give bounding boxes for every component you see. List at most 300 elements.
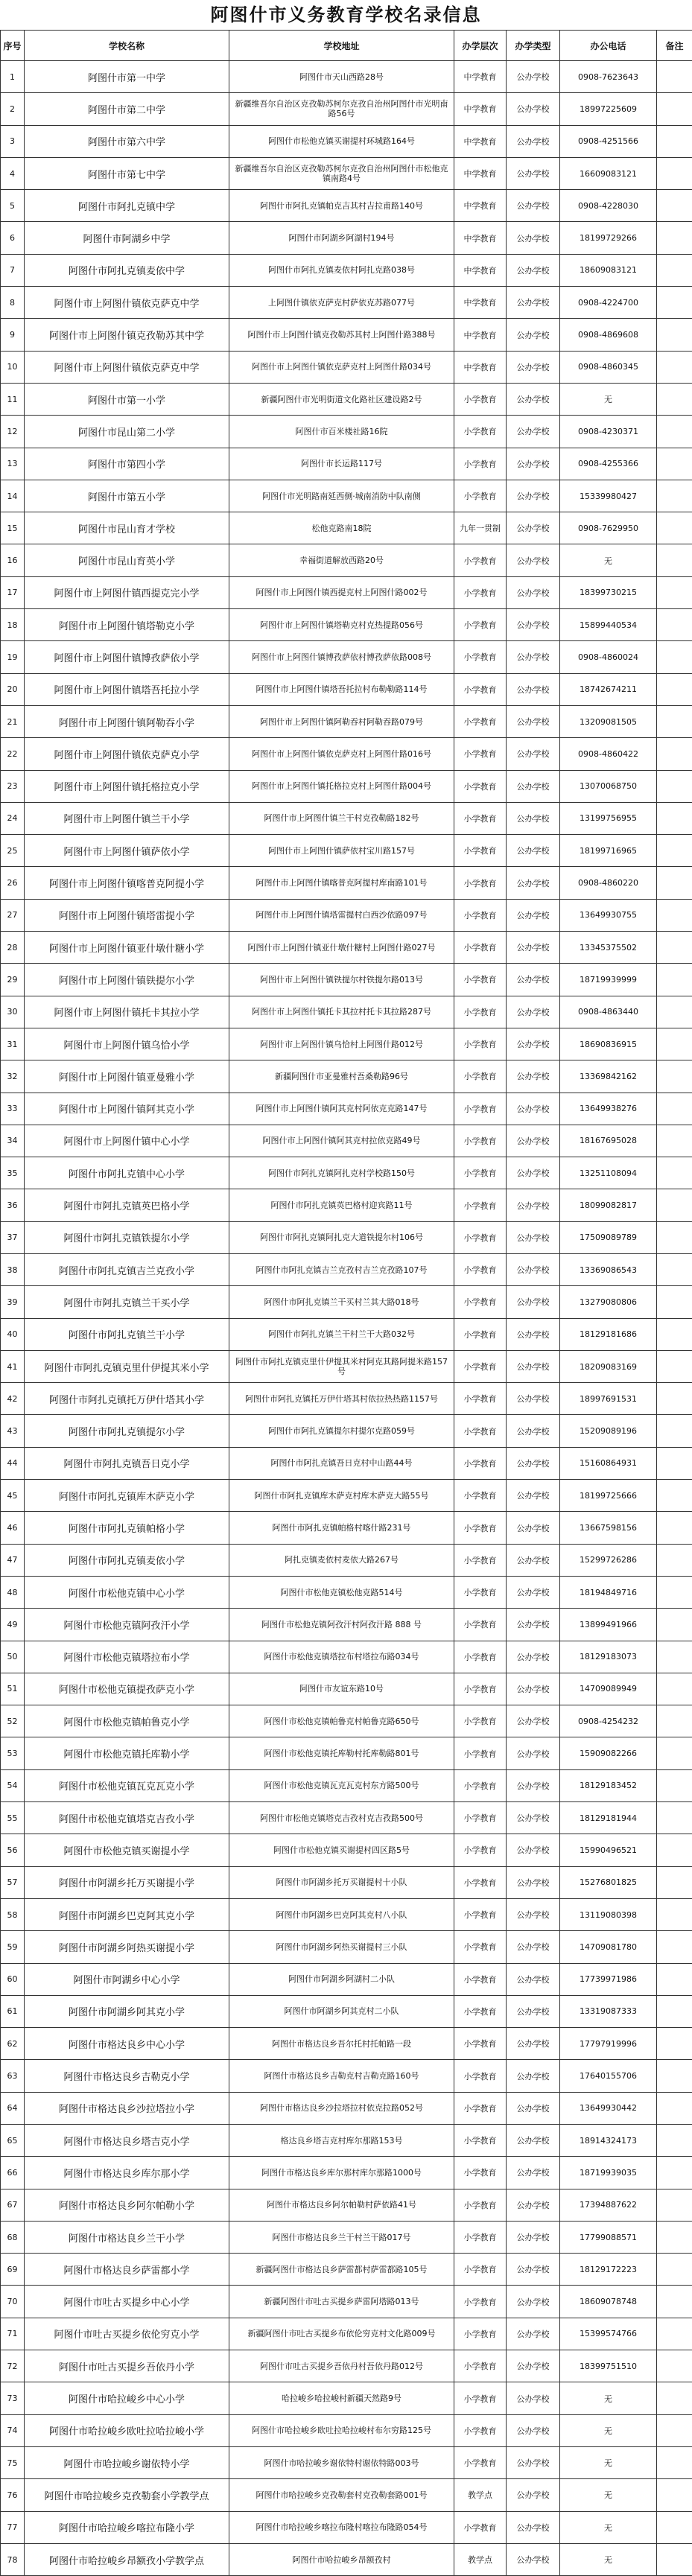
remark [657, 1737, 692, 1769]
office-phone: 18129183452 [560, 1769, 657, 1801]
remark [657, 2254, 692, 2286]
row-number: 58 [1, 1898, 25, 1930]
school-address: 新疆维吾尔自治区克孜勒苏柯尔克孜自治州阿图什市松他克镇南路4号 [229, 157, 454, 189]
school-level: 中学教育 [454, 319, 507, 351]
school-level: 小学教育 [454, 2157, 507, 2189]
remark [657, 2157, 692, 2189]
school-type: 公办学校 [507, 1544, 560, 1576]
row-number: 68 [1, 2221, 25, 2253]
school-address: 阿图什市松他克镇买谢提村四区路5号 [229, 1834, 454, 1866]
school-name: 阿图什市阿湖乡中学 [25, 222, 229, 254]
remark [657, 1093, 692, 1125]
school-address: 阿图什市上阿图什镇塔勒克村克热提路056号 [229, 609, 454, 641]
school-name: 阿图什市上阿图什镇西提克完小学 [25, 576, 229, 608]
remark [657, 1576, 692, 1608]
school-type: 公办学校 [507, 2060, 560, 2092]
school-address: 阿图什市格达良乡库尔那村库尔那路1000号 [229, 2157, 454, 2189]
header-note: 备注 [657, 31, 692, 61]
remark [657, 2060, 692, 2092]
school-address: 阿图什市上阿图什镇博孜萨依村博孜萨依路008号 [229, 641, 454, 673]
remark [657, 673, 692, 705]
school-name: 阿图什市阿扎克镇提尔小学 [25, 1415, 229, 1447]
school-address: 阿图什市上阿图什镇依克萨克村上阿图什路016号 [229, 738, 454, 770]
school-name: 阿图什市阿扎克镇托万伊什塔其小学 [25, 1383, 229, 1415]
remark [657, 1350, 692, 1382]
table-row [1, 1286, 692, 1318]
office-phone: 18129172223 [560, 2254, 657, 2286]
remark [657, 1253, 692, 1285]
row-number: 32 [1, 1060, 25, 1093]
school-level: 小学教育 [454, 1318, 507, 1350]
row-number: 2 [1, 93, 25, 125]
school-type: 公办学校 [507, 61, 560, 93]
school-address: 阿图什市上阿图什镇塔吾托拉村布勒勒路114号 [229, 673, 454, 705]
school-address: 阿图什市哈拉峻乡欧吐拉哈拉峻村布尔穷路125号 [229, 2414, 454, 2446]
office-phone: 18194849716 [560, 1576, 657, 1608]
office-phone: 13070068750 [560, 770, 657, 802]
remark [657, 254, 692, 286]
school-level: 小学教育 [454, 2092, 507, 2124]
school-address: 阿图什市松他克镇塔拉布村塔拉布路034号 [229, 1641, 454, 1673]
school-level: 小学教育 [454, 964, 507, 996]
school-level: 小学教育 [454, 1253, 507, 1285]
school-name: 阿图什市松他克镇塔克吉孜小学 [25, 1802, 229, 1834]
school-address: 阿图什市哈拉峻乡谢依特村谢依特路003号 [229, 2446, 454, 2478]
school-name: 阿图什市哈拉峻乡欧吐拉哈拉峻小学 [25, 2414, 229, 2446]
school-name: 阿图什市阿扎克镇麦依中学 [25, 254, 229, 286]
remark [657, 1995, 692, 2027]
school-address: 阿图什市阿扎克镇兰干买村兰其大路018号 [229, 1286, 454, 1318]
remark [657, 2318, 692, 2350]
school-name: 阿图什市阿湖乡阿热买谢提小学 [25, 1931, 229, 1963]
row-number: 70 [1, 2286, 25, 2318]
school-name: 阿图什市阿扎克镇英巴格小学 [25, 1189, 229, 1221]
school-type: 公办学校 [507, 480, 560, 512]
school-address: 阿图什市上阿图什镇阿其克村阿依克克路147号 [229, 1093, 454, 1125]
table-row [1, 1576, 692, 1608]
office-phone: 0908-4224700 [560, 287, 657, 319]
school-name: 阿图什市第四小学 [25, 448, 229, 480]
school-type: 公办学校 [507, 1963, 560, 1995]
school-type: 公办学校 [507, 738, 560, 770]
school-address: 阿图什市上阿图什镇西提克村上阿图什路002号 [229, 576, 454, 608]
table-row [1, 1383, 692, 1415]
school-level: 小学教育 [454, 1157, 507, 1189]
school-type: 公办学校 [507, 964, 560, 996]
school-address: 阿图什市阿扎克镇托万伊什塔其村依拉热热路1157号 [229, 1383, 454, 1415]
school-level: 小学教育 [454, 2446, 507, 2478]
school-type: 公办学校 [507, 254, 560, 286]
remark [657, 190, 692, 222]
table-row [1, 254, 692, 286]
office-phone: 0908-7629950 [560, 512, 657, 544]
school-type: 公办学校 [507, 673, 560, 705]
office-phone: 18719939035 [560, 2157, 657, 2189]
school-name: 阿图什市格达良乡塔吉克小学 [25, 2125, 229, 2157]
school-address: 阿图什市上阿图什镇塔雷提村白西沙依路097号 [229, 899, 454, 931]
office-phone: 13209081505 [560, 705, 657, 737]
office-phone: 18609078748 [560, 2286, 657, 2318]
row-number: 43 [1, 1415, 25, 1447]
row-number: 18 [1, 609, 25, 641]
header-phone: 办公电话 [560, 31, 657, 61]
row-number: 16 [1, 544, 25, 576]
table-row [1, 2254, 692, 2286]
school-name: 阿图什市第一中学 [25, 61, 229, 93]
table-row [1, 2189, 692, 2221]
school-address: 上阿图什镇依克萨克村萨依克苏路077号 [229, 287, 454, 319]
school-level: 小学教育 [454, 835, 507, 867]
remark [657, 448, 692, 480]
row-number: 77 [1, 2511, 25, 2543]
row-number: 41 [1, 1350, 25, 1382]
remark [657, 1705, 692, 1737]
office-phone: 14709089949 [560, 1673, 657, 1705]
school-address: 阿图什市哈拉峻乡喀拉布隆村喀拉布隆路054号 [229, 2511, 454, 2543]
table-row [1, 1963, 692, 1995]
school-name: 阿图什市吐古买提乡吾依丹小学 [25, 2350, 229, 2382]
school-type: 公办学校 [507, 383, 560, 415]
school-address: 阿图什市阿扎克镇麦依村阿扎克路038号 [229, 254, 454, 286]
school-level: 小学教育 [454, 1221, 507, 1253]
school-level: 小学教育 [454, 1415, 507, 1447]
table-row [1, 1866, 692, 1898]
school-address: 阿图什市阿扎克镇阿扎克村学校路150号 [229, 1157, 454, 1189]
office-phone: 无 [560, 383, 657, 415]
school-type: 公办学校 [507, 1995, 560, 2027]
row-number: 10 [1, 351, 25, 383]
school-type: 公办学校 [507, 2350, 560, 2382]
school-level: 小学教育 [454, 1383, 507, 1415]
school-type: 公办学校 [507, 1769, 560, 1801]
office-phone: 16609083121 [560, 157, 657, 189]
school-type: 公办学校 [507, 1802, 560, 1834]
school-name: 阿图什市阿扎克镇兰干小学 [25, 1318, 229, 1350]
table-row [1, 738, 692, 770]
school-level: 小学教育 [454, 1802, 507, 1834]
row-number: 67 [1, 2189, 25, 2221]
school-type: 公办学校 [507, 1641, 560, 1673]
table-row [1, 1931, 692, 1963]
school-address: 新疆阿图什市光明街道文化路社区建设路2号 [229, 383, 454, 415]
table-row [1, 1221, 692, 1253]
remark [657, 1221, 692, 1253]
school-name: 阿图什市上阿图什镇依克萨克中学 [25, 287, 229, 319]
table-row [1, 190, 692, 222]
table-row [1, 2446, 692, 2478]
school-name: 阿图什市哈拉峻乡中心小学 [25, 2382, 229, 2414]
row-number: 37 [1, 1221, 25, 1253]
school-name: 阿图什市阿扎克镇兰干买小学 [25, 1286, 229, 1318]
table-row [1, 2125, 692, 2157]
office-phone: 17640155706 [560, 2060, 657, 2092]
school-level: 小学教育 [454, 544, 507, 576]
school-name: 阿图什市松他克镇买谢提小学 [25, 1834, 229, 1866]
school-level: 小学教育 [454, 1705, 507, 1737]
school-type: 公办学校 [507, 1350, 560, 1382]
table-row [1, 2543, 692, 2575]
row-number: 26 [1, 867, 25, 899]
school-type: 公办学校 [507, 576, 560, 608]
school-level: 小学教育 [454, 2221, 507, 2253]
table-row [1, 996, 692, 1028]
office-phone: 18167695028 [560, 1125, 657, 1157]
school-address: 阿图什市阿湖乡阿热买谢提村三小队 [229, 1931, 454, 1963]
office-phone: 13649930442 [560, 2092, 657, 2124]
row-number: 65 [1, 2125, 25, 2157]
school-level: 小学教育 [454, 738, 507, 770]
office-phone: 0908-4251566 [560, 125, 657, 157]
table-row [1, 125, 692, 157]
remark [657, 770, 692, 802]
school-type: 公办学校 [507, 932, 560, 964]
school-level: 小学教育 [454, 1480, 507, 1512]
school-level: 小学教育 [454, 1963, 507, 1995]
school-type: 公办学校 [507, 2511, 560, 2543]
table-row [1, 1512, 692, 1544]
office-phone: 18199729266 [560, 222, 657, 254]
table-row [1, 576, 692, 608]
row-number: 52 [1, 1705, 25, 1737]
table-row [1, 480, 692, 512]
school-type: 公办学校 [507, 1028, 560, 1060]
school-name: 阿图什市上阿图什镇博孜萨依小学 [25, 641, 229, 673]
row-number: 21 [1, 705, 25, 737]
school-level: 教学点 [454, 2543, 507, 2575]
school-type: 公办学校 [507, 2446, 560, 2478]
row-number: 33 [1, 1093, 25, 1125]
table-row [1, 222, 692, 254]
table-row [1, 1544, 692, 1576]
school-name: 阿图什市格达良乡沙拉塔拉小学 [25, 2092, 229, 2124]
school-address: 新疆阿图什市吐古买提乡萨雷阿塔路013号 [229, 2286, 454, 2318]
school-name: 阿图什市哈拉峻乡谢依特小学 [25, 2446, 229, 2478]
school-address: 阿图什市阿扎克镇兰干村兰干大路032号 [229, 1318, 454, 1350]
row-number: 27 [1, 899, 25, 931]
school-name: 阿图什市松他克镇托库勒小学 [25, 1737, 229, 1769]
office-phone: 0908-4255366 [560, 448, 657, 480]
school-level: 小学教育 [454, 867, 507, 899]
school-level: 小学教育 [454, 1898, 507, 1930]
remark [657, 576, 692, 608]
table-row [1, 383, 692, 415]
table-row [1, 2318, 692, 2350]
school-type: 公办学校 [507, 190, 560, 222]
school-name: 阿图什市上阿图什镇克孜勒苏其中学 [25, 319, 229, 351]
header-name: 学校名称 [25, 31, 229, 61]
row-number: 72 [1, 2350, 25, 2382]
row-number: 6 [1, 222, 25, 254]
table-row [1, 899, 692, 931]
school-address: 阿图什市上阿图什镇铁提尔村铁提尔路013号 [229, 964, 454, 996]
school-address: 阿图什市上阿图什镇依克萨克村上阿图什路034号 [229, 351, 454, 383]
row-number: 56 [1, 1834, 25, 1866]
school-level: 小学教育 [454, 1866, 507, 1898]
school-address: 阿图什市上阿图什镇克孜勒苏其村上阿图什路388号 [229, 319, 454, 351]
row-number: 47 [1, 1544, 25, 1576]
table-row [1, 2350, 692, 2382]
school-level: 小学教育 [454, 416, 507, 448]
school-address: 阿图什市百米楼社路16院 [229, 416, 454, 448]
header-type: 办学类型 [507, 31, 560, 61]
school-type: 公办学校 [507, 2125, 560, 2157]
school-name: 阿图什市上阿图什镇亚什墩什糖小学 [25, 932, 229, 964]
office-phone: 无 [560, 2543, 657, 2575]
remark [657, 512, 692, 544]
table-row [1, 932, 692, 964]
school-type: 公办学校 [507, 1898, 560, 1930]
school-address: 新疆阿图什市亚曼雅村吾桑勒路96号 [229, 1060, 454, 1093]
school-level: 小学教育 [454, 448, 507, 480]
school-type: 公办学校 [507, 1447, 560, 1479]
school-name: 阿图什市上阿图什镇阿勒吞小学 [25, 705, 229, 737]
school-name: 阿图什市上阿图什镇喀普克阿提小学 [25, 867, 229, 899]
remark [657, 1286, 692, 1318]
school-type: 公办学校 [507, 2189, 560, 2221]
school-address: 阿图什市阿扎克镇吾日克村中山路44号 [229, 1447, 454, 1479]
table-row [1, 1028, 692, 1060]
office-phone: 13649930755 [560, 899, 657, 931]
remark [657, 1673, 692, 1705]
row-number: 75 [1, 2446, 25, 2478]
school-name: 阿图什市格达良乡兰干小学 [25, 2221, 229, 2253]
school-address: 阿图什市上阿图什镇乌恰村上阿图什路012号 [229, 1028, 454, 1060]
row-number: 25 [1, 835, 25, 867]
school-address: 阿图什市格达良乡阿尔帕勒村萨依路41号 [229, 2189, 454, 2221]
remark [657, 2028, 692, 2060]
school-level: 小学教育 [454, 673, 507, 705]
remark [657, 383, 692, 415]
school-address: 阿图什市上阿图什镇阿勒吞村阿勒吞路079号 [229, 705, 454, 737]
school-name: 阿图什市上阿图什镇乌恰小学 [25, 1028, 229, 1060]
remark [657, 2511, 692, 2543]
office-phone: 无 [560, 2446, 657, 2478]
row-number: 49 [1, 1609, 25, 1641]
office-phone: 13667598156 [560, 1512, 657, 1544]
school-type: 公办学校 [507, 1383, 560, 1415]
table-row [1, 1705, 692, 1737]
school-level: 小学教育 [454, 1125, 507, 1157]
office-phone: 17509089789 [560, 1221, 657, 1253]
table-row [1, 770, 692, 802]
school-level: 小学教育 [454, 2414, 507, 2446]
remark [657, 2221, 692, 2253]
school-address: 阿图什市光明路南延西侧·城南消防中队南侧 [229, 480, 454, 512]
school-type: 公办学校 [507, 641, 560, 673]
office-phone: 18399730215 [560, 576, 657, 608]
remark [657, 1641, 692, 1673]
school-name: 阿图什市阿扎克镇吉兰克孜小学 [25, 1253, 229, 1285]
school-name: 阿图什市格达良乡中心小学 [25, 2028, 229, 2060]
table-row [1, 2060, 692, 2092]
office-phone: 18914324173 [560, 2125, 657, 2157]
school-address: 阿图什市上阿图什镇阿其克村拉依克路49号 [229, 1125, 454, 1157]
remark [657, 61, 692, 93]
table-row [1, 1995, 692, 2027]
row-number: 64 [1, 2092, 25, 2124]
school-name: 阿图什市哈拉峻乡克孜勒套小学教学点 [25, 2479, 229, 2511]
row-number: 4 [1, 157, 25, 189]
school-address: 阿图什市吐古买提乡吾依丹村吾依丹路012号 [229, 2350, 454, 2382]
school-name: 阿图什市吐古买提乡依伦穷克小学 [25, 2318, 229, 2350]
remark [657, 1609, 692, 1641]
table-row [1, 93, 692, 125]
office-phone: 13345375502 [560, 932, 657, 964]
row-number: 13 [1, 448, 25, 480]
remark [657, 1447, 692, 1479]
school-type: 公办学校 [507, 1480, 560, 1512]
school-level: 中学教育 [454, 254, 507, 286]
office-phone: 18129181944 [560, 1802, 657, 1834]
school-address: 阿图什市哈拉峻乡克孜勒套村克孜勒套路001号 [229, 2479, 454, 2511]
school-name: 阿图什市上阿图什镇塔吾托拉小学 [25, 673, 229, 705]
remark [657, 1157, 692, 1189]
school-level: 小学教育 [454, 383, 507, 415]
school-address: 阿图什市松他克镇瓦克瓦克村东方路500号 [229, 1769, 454, 1801]
table-row [1, 448, 692, 480]
school-type: 公办学校 [507, 319, 560, 351]
remark [657, 2382, 692, 2414]
remark [657, 1866, 692, 1898]
school-level: 小学教育 [454, 2350, 507, 2382]
remark [657, 2414, 692, 2446]
row-number: 54 [1, 1769, 25, 1801]
row-number: 45 [1, 1480, 25, 1512]
school-name: 阿图什市阿湖乡托万买谢提小学 [25, 1866, 229, 1898]
school-level: 小学教育 [454, 1609, 507, 1641]
school-type: 公办学校 [507, 222, 560, 254]
table-row [1, 1769, 692, 1801]
office-phone: 17739971986 [560, 1963, 657, 1995]
office-phone: 0908-4254232 [560, 1705, 657, 1737]
row-number: 29 [1, 964, 25, 996]
row-number: 12 [1, 416, 25, 448]
school-name: 阿图什市松他克镇帕鲁克小学 [25, 1705, 229, 1737]
office-phone: 无 [560, 544, 657, 576]
row-number: 57 [1, 1866, 25, 1898]
office-phone: 无 [560, 2382, 657, 2414]
row-number: 36 [1, 1189, 25, 1221]
remark [657, 1318, 692, 1350]
school-type: 公办学校 [507, 2543, 560, 2575]
remark [657, 1189, 692, 1221]
school-address: 阿图什市哈拉峻乡昂额孜村 [229, 2543, 454, 2575]
row-number: 60 [1, 1963, 25, 1995]
remark [657, 964, 692, 996]
school-level: 小学教育 [454, 1769, 507, 1801]
row-number: 34 [1, 1125, 25, 1157]
school-type: 公办学校 [507, 1253, 560, 1285]
school-type: 公办学校 [507, 512, 560, 544]
school-name: 阿图什市上阿图什镇兰干小学 [25, 802, 229, 834]
school-name: 阿图什市上阿图什镇中心小学 [25, 1125, 229, 1157]
office-phone: 18129183073 [560, 1641, 657, 1673]
table-row [1, 1350, 692, 1382]
office-phone: 0908-4860024 [560, 641, 657, 673]
table-row [1, 2414, 692, 2446]
office-phone: 0908-7623643 [560, 61, 657, 93]
school-level: 小学教育 [454, 1995, 507, 2027]
school-type: 公办学校 [507, 2479, 560, 2511]
school-name: 阿图什市阿湖乡阿其克小学 [25, 1995, 229, 2027]
school-name: 阿图什市上阿图什镇托卡其拉小学 [25, 996, 229, 1028]
school-type: 公办学校 [507, 899, 560, 931]
remark [657, 1769, 692, 1801]
school-type: 公办学校 [507, 351, 560, 383]
school-type: 公办学校 [507, 1609, 560, 1641]
office-phone: 13279080806 [560, 1286, 657, 1318]
school-address: 哈拉峻乡哈拉峻村新疆天然路9号 [229, 2382, 454, 2414]
